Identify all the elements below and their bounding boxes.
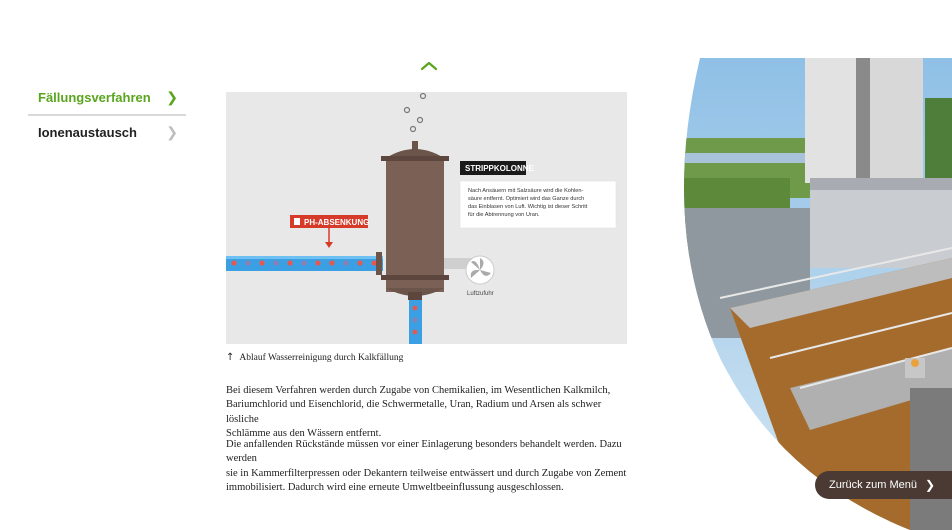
strip-description-line: für die Abtrennung von Uran. (468, 212, 540, 218)
strip-description-line: Nach Ansäuern mit Salzsäure wird die Kohlen- (468, 188, 584, 194)
silo (805, 58, 860, 183)
bubble (418, 118, 423, 123)
paragraph-line: Bei diesem Verfahren werden durch Zugabe von Chemikalien, im Wesentlichen Kalkmilch, (226, 385, 611, 396)
paragraph-1 (226, 384, 628, 442)
paragraph-2 (226, 438, 628, 496)
strip-description-line: das Einblasen von Luft. Wichtig ist dieser Schritt (468, 204, 588, 210)
bubble (405, 108, 410, 113)
paragraph-line: Schlämme aus den Wässern entfernt. (226, 428, 382, 440)
menu-item-label: Ionenaustausch (38, 125, 137, 140)
menu-item-ionenaustausch[interactable] (28, 116, 186, 149)
chevron-right-icon: ❯ (166, 124, 178, 140)
chevron-right-icon: ❯ (166, 89, 178, 105)
paragraph-line: Bariumchlorid und Eisenchlorid, die Schwermetalle, Uran, Radium und Arsen als schwer lösliche (226, 399, 602, 425)
caption-text: Ablauf Wasserreinigung durch Kalkfällung (239, 352, 404, 363)
process-diagram (226, 92, 627, 344)
silo (868, 58, 923, 183)
menu-item-faellungsverfahren[interactable] (28, 81, 186, 116)
diagram-caption (226, 352, 403, 363)
chevron-right-icon: ❯ (925, 478, 936, 492)
paragraph-line: immobilisiert. Dadurch wird eine erneute Umweltbeeinflussung ausgeschlossen. (226, 482, 564, 494)
facility-photo (660, 58, 952, 530)
bubble (411, 127, 416, 132)
chevron-up-icon[interactable] (419, 60, 439, 72)
sidebar-menu (28, 81, 186, 149)
building (810, 178, 952, 268)
stripping-column (386, 156, 444, 292)
ph-label: PH-ABSENKUNG (304, 218, 370, 227)
arrow-up-icon: ↑ (226, 352, 235, 363)
bubble (421, 94, 426, 99)
back-button-label: Zurück zum Menü (829, 479, 918, 491)
strip-description-line: säure entfernt. Optimiert wird das Ganze durch (468, 196, 585, 202)
menu-item-label: Fällungsverfahren (38, 90, 151, 105)
strip-label: STRIPPKOLONNE (465, 164, 534, 173)
air-label: Luftzufuhr (467, 291, 494, 297)
paragraph-line: Die anfallenden Rückstände müssen vor einer Einlagerung besonders behandelt werden. Dazu werden (226, 439, 622, 465)
stripping-column-diagram (226, 92, 627, 344)
back-to-menu-button[interactable] (815, 471, 952, 499)
paragraph-line: sie in Kammerfilterpressen oder Dekantern teilweise entwässert und durch Zugabe von Zement (226, 467, 627, 479)
